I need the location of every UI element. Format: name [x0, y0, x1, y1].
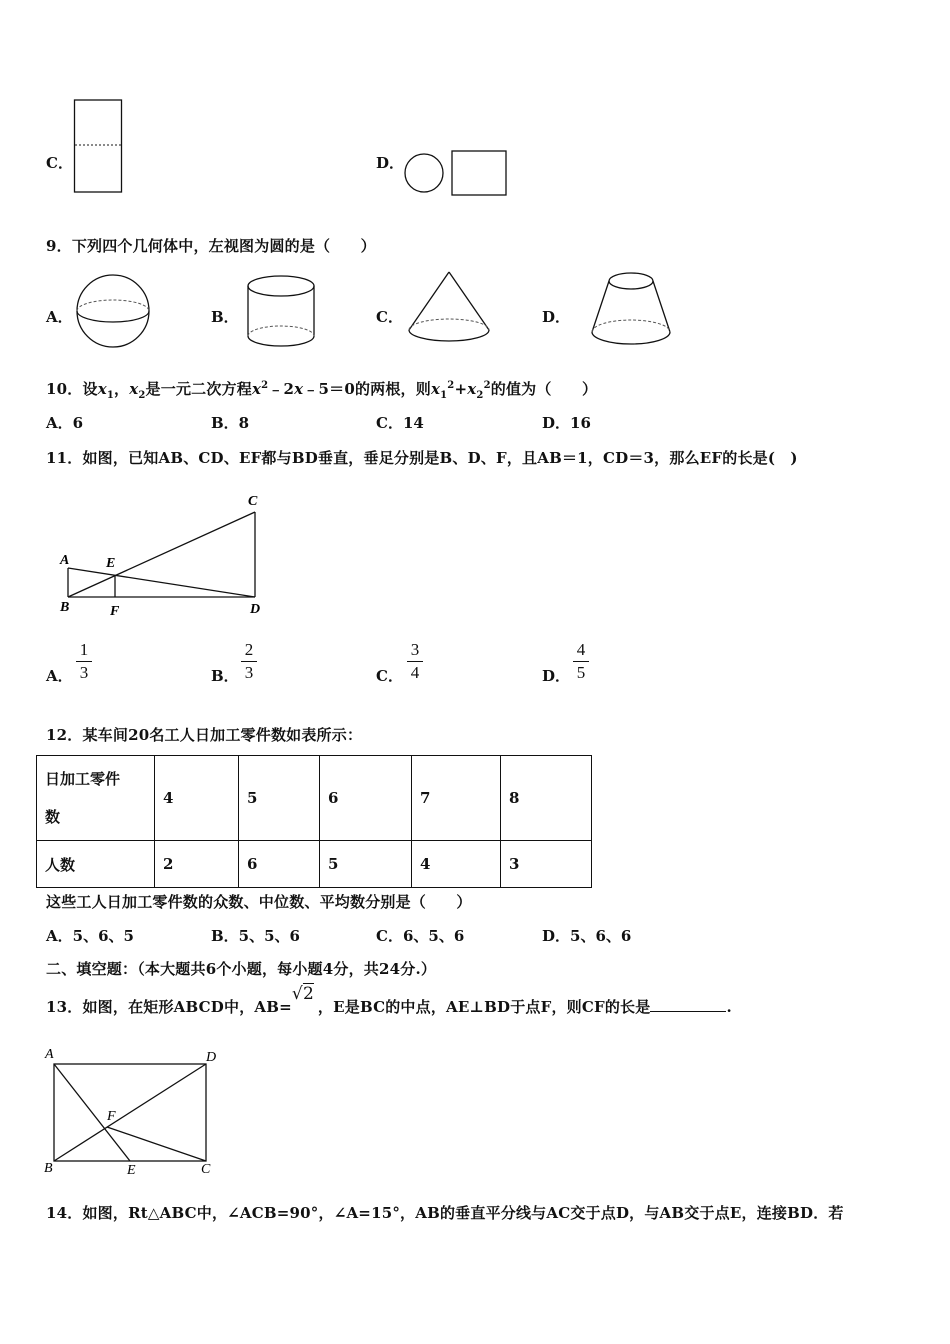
answer-blank[interactable]: [650, 997, 726, 1012]
q11-figure: [52, 488, 274, 620]
q8-option-d-label: D．: [376, 154, 405, 172]
q10-option-b: B．8: [211, 414, 250, 432]
rectangle-shape: [75, 100, 122, 192]
q10-option-a: A．6: [46, 414, 84, 432]
label-e: E: [106, 556, 116, 571]
table-cell: 3: [501, 841, 592, 888]
table-cell: 2: [155, 841, 239, 888]
q12-option-b: B．5、5、6: [211, 927, 300, 945]
table-header-cell: 日加工零件 数: [37, 756, 155, 841]
label-d: D: [206, 1050, 217, 1065]
q11-option-d-label: D．: [542, 667, 571, 685]
table-cell: 7: [412, 756, 501, 841]
q9-option-d: D．: [542, 308, 571, 326]
q11-option-a-label: A．: [46, 667, 73, 685]
cone-icon: [404, 268, 494, 350]
segment-ad: [68, 568, 255, 597]
table-cell: 6: [239, 841, 320, 888]
table-cell: 4: [155, 756, 239, 841]
table-cell: 5: [239, 756, 320, 841]
q10-stem: 10．设$x_1$，$x_2$是一元二次方程$x^2﹣2x﹣5=0$的两根，则$x_1^2+x_2^2$的值为（ ）: [46, 380, 598, 401]
q12-option-c: C．6、5、6: [376, 927, 465, 945]
table-cell: 8: [501, 756, 592, 841]
table-cell: 6: [320, 756, 412, 841]
section-heading: 二、填空题：（本大题共6个小题，每小题4分，共24分.）: [46, 960, 437, 978]
q13-figure: [40, 1044, 230, 1180]
segment-bd: [54, 1064, 206, 1161]
table-row: [37, 841, 592, 888]
q8-option-c-figure: [70, 98, 126, 196]
sphere-icon: [74, 272, 154, 352]
table-header-cell: 人数: [37, 841, 155, 888]
segment-cf: [107, 1127, 206, 1161]
q14-stem: 14．如图，Rt△ABC中，∠ACB=90°，∠A=15°，AB的垂直平分线与AC交于点D，与AB交于点E，连接BD．若: [46, 1204, 844, 1222]
sqrt-expression: √2: [291, 984, 314, 1004]
q9-option-c: C．: [376, 308, 403, 326]
rectangle-shape: [452, 151, 506, 195]
q10-option-d: D．16: [542, 414, 591, 432]
label-b: B: [60, 600, 70, 615]
q12-option-a: A．5、6、5: [46, 927, 134, 945]
q10-option-c: C．14: [376, 414, 424, 432]
segment-bc: [68, 512, 255, 597]
q13-stem: 13．如图，在矩形ABCD中，AB= √2 ，E是BC的中点，AE⊥BD于点F，则CF的长是 .: [46, 984, 732, 1016]
q11-stem: 11．如图，已知AB、CD、EF都与BD垂直，垂足分别是B、D、F，且AB＝1，CD＝3，那么EF的长是( ): [46, 449, 798, 467]
label-f: F: [110, 604, 120, 619]
label-c: C: [201, 1162, 211, 1177]
table-row: [37, 756, 592, 841]
label-a: A: [60, 553, 70, 568]
label-b: B: [44, 1161, 53, 1176]
label-d: D: [250, 602, 261, 617]
cylinder-icon: [244, 272, 320, 352]
q9-option-b: B．: [211, 308, 239, 326]
table-cell: 5: [320, 841, 412, 888]
label-c: C: [248, 494, 258, 509]
label-a: A: [45, 1047, 54, 1062]
q8-option-c-label: C．: [46, 154, 73, 172]
q11-option-b-fraction: 2 3: [241, 640, 257, 683]
q9-stem: 9．下列四个几何体中，左视图为圆的是（ ）: [46, 237, 376, 255]
circle-shape: [405, 154, 443, 192]
q12-stem: 12．某车间20名工人日加工零件数如表所示：: [46, 726, 363, 744]
q12-table: [36, 755, 592, 888]
segment-ae: [54, 1064, 130, 1161]
q11-option-c-fraction: 3 4: [407, 640, 423, 683]
label-e: E: [127, 1163, 136, 1178]
frustum-icon: [586, 268, 676, 352]
q11-option-d-fraction: 4 5: [573, 640, 589, 683]
q9-option-a: A．: [46, 308, 73, 326]
table-cell: 4: [412, 841, 501, 888]
q11-option-b-label: B．: [211, 667, 239, 685]
label-f: F: [107, 1109, 116, 1124]
q8-option-d-figure: [400, 146, 512, 200]
q12-option-d: D．5、6、6: [542, 927, 632, 945]
q11-option-c-label: C．: [376, 667, 403, 685]
q12-question: 这些工人日加工零件数的众数、中位数、平均数分别是（ ）: [46, 893, 472, 911]
q11-option-a-fraction: 1 3: [76, 640, 92, 683]
